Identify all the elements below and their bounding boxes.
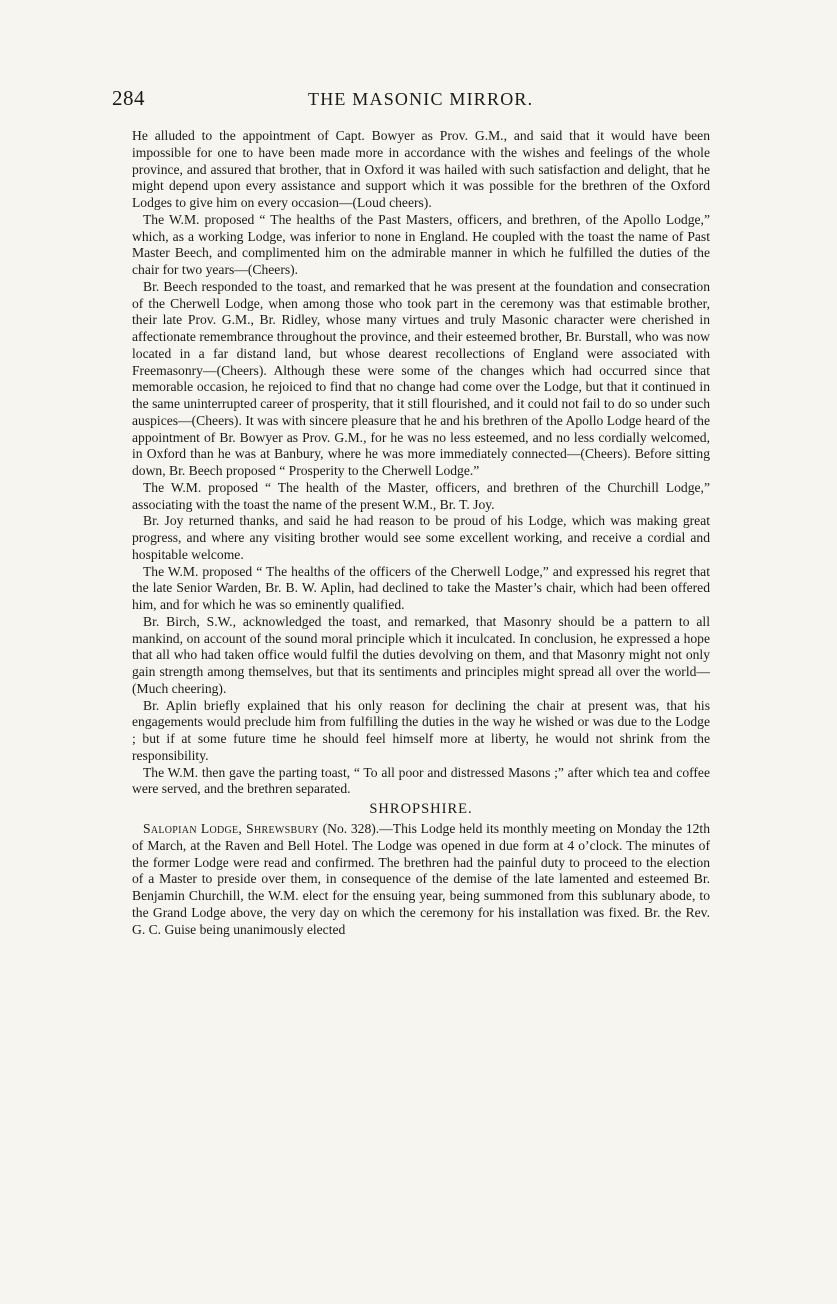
paragraph: The W.M. proposed “ The healths of the Past Masters, officers, and brethren, of the Apollo Lodge,” which, as a working Lodge, was inferior to none in England. He coupled with the toast the name of Past Master Beech, and complimented him on the admirable manner in which he fulfilled the duties of the chair for two years—(Cheers). xyxy=(132,211,710,277)
running-title: THE MASONIC MIRROR. xyxy=(308,89,534,109)
paragraph: Br. Birch, S.W., acknowledged the toast, and remarked, that Masonry should be a pattern to all mankind, on account of the sound moral principle which it inculcated. In conclusion, he expressed a hope that all who had taken office would fulfil the duties devolving on them, and that Masonry might not only gain strength among themselves, but that its sentiments and principles might spread all over the world—(Much cheering). xyxy=(132,613,710,696)
lodge-report-text: (No. 328).—This Lodge held its monthly meeting on Monday the 12th of March, at the Raven and Bell Hotel. The Lodge was opened in due form at 4 o’clock. The minutes of the former Lodge were read and confirmed. The brethren had the painful duty to proceed to the election of a Master to preside over them, in consequence of the demise of the late lamented and esteemed Br. Benjamin Churchill, the W.M. elect for the ensuing year, being summoned from this sublunary abode, to the Grand Lodge above, the very day on which the ceremony for his installation was fixed. Br. the Rev. G. C. Guise being unanimously elected xyxy=(132,821,710,937)
paragraph: Br. Beech responded to the toast, and remarked that he was present at the foundation and consecration of the Cherwell Lodge, when among those who took part in the ceremony was that estimable brother, their late Prov. G.M., Br. Ridley, whose many virtues and truly Masonic character were cherished in affectionate remembrance throughout the province, and their esteemed brother, Br. Burstall, who was now located in a far distand land, but whose dearest recollections of England were associated with Freemasonry—(Cheers). Although these were some of the changes which had occurred since that memorable occasion, he rejoiced to find that no change had come over the Lodge, but that it continued in the same uninterrupted career of prosperity, that it still flourished, and it could not fail to do so under such auspices—(Cheers). It was with sincere pleasure that he and his brethren of the Apollo Lodge heard of the appointment of Br. Bowyer as Prov. G.M., for he was no less esteemed, and no less cordially welcomed, in Oxford than he was at Banbury, where he was more immediately connected—(Cheers). Before sitting down, Br. Beech proposed “ Prosperity to the Cherwell Lodge.” xyxy=(132,278,710,478)
paragraph: He alluded to the appointment of Capt. Bowyer as Prov. G.M., and said that it would have been impossible for one to have been made more in accordance with the wishes and feelings of the whole province, and assured that brother, that in Oxford it was hailed with such satisfaction and delight, that he might depend upon every assistance and support which it was possible for the brethren of the Oxford Lodges to give him on every occasion—(Loud cheers). xyxy=(132,128,710,210)
page-header xyxy=(112,86,722,116)
paragraph: The W.M. then gave the parting toast, “ To all poor and distressed Masons ;” after which tea and coffee were served, and the brethren separated. xyxy=(132,764,710,797)
page-number: 284 xyxy=(112,86,145,110)
paragraph: Br. Aplin briefly explained that his only reason for declining the chair at present was, that his engagements would preclude him from fulfilling the duties in the way he wished or was due to the Lodge ; but if at some future time he should feel himself more at liberty, he would not shrink from the responsibility. xyxy=(132,697,710,763)
paragraph: The W.M. proposed “ The health of the Master, officers, and brethren of the Churchill Lodge,” associating with the toast the name of the present W.M., Br. T. Joy. xyxy=(132,479,710,512)
lodge-name-lead-in: Salopian Lodge, Shrewsbury xyxy=(143,821,319,836)
section-heading: SHROPSHIRE. xyxy=(369,801,473,817)
paragraph: Br. Joy returned thanks, and said he had reason to be proud of his Lodge, which was making great progress, and where any visiting brother would see some excellent working, and receive a cordial and hospitable welcome. xyxy=(132,513,710,562)
lodge-report-paragraph xyxy=(132,821,710,938)
paragraph: The W.M. proposed “ The healths of the officers of the Cherwell Lodge,” and expressed his regret that the late Senior Warden, Br. B. W. Aplin, had declined to take the Master’s chair, which had been offered him, and for which he was so eminently qualified. xyxy=(132,563,710,612)
article-body xyxy=(132,128,710,938)
